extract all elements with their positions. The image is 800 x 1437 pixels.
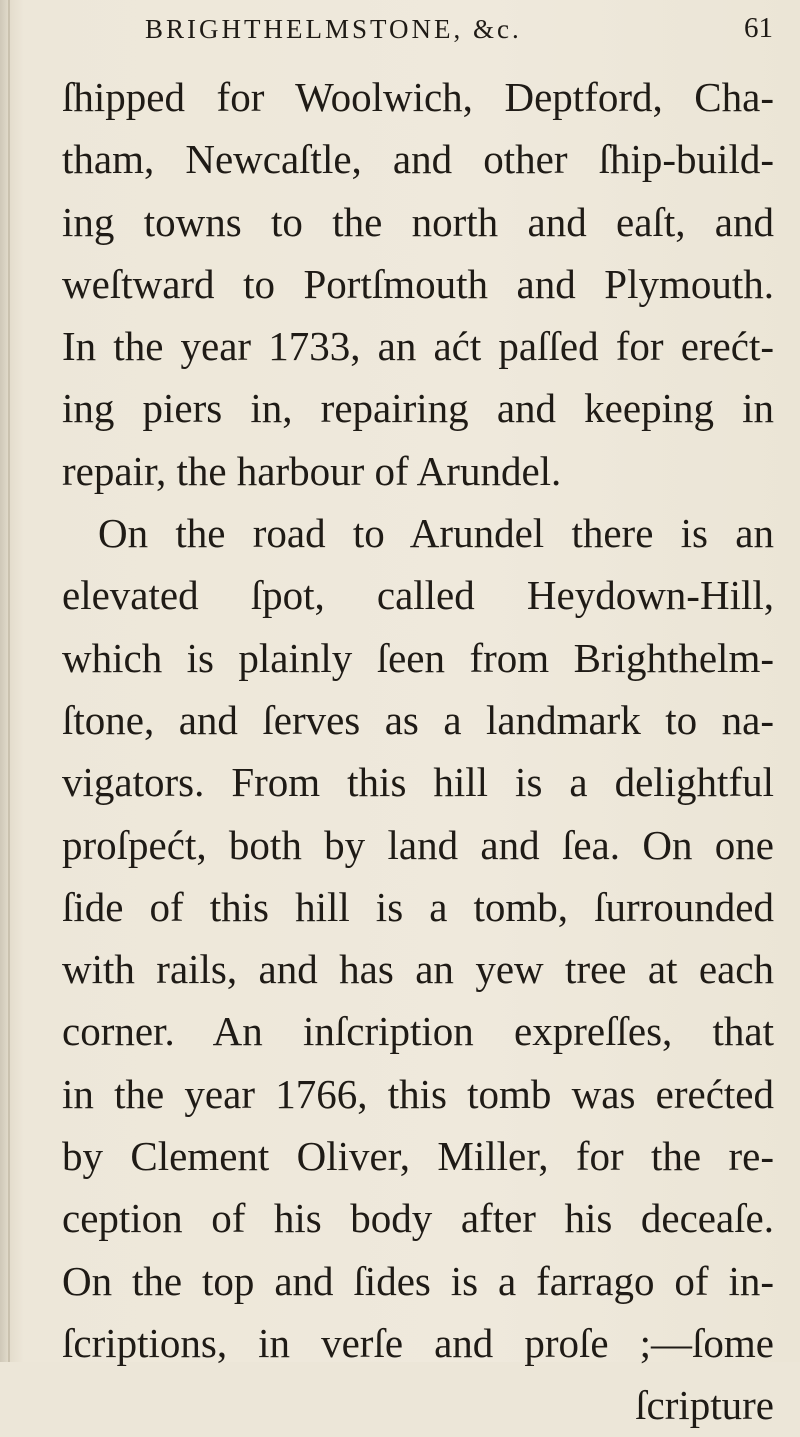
page-gutter: [8, 0, 10, 1362]
catchword: ſcripture: [635, 1382, 774, 1429]
text-line: ſide of this hill is a tomb, ſurrounded: [62, 883, 774, 930]
text-line: repair, the harbour of Arundel.: [62, 447, 562, 494]
text-line: elevated ſpot, called Heydown-Hill,: [62, 572, 774, 619]
text-line: ception of his body after his deceaſe.: [62, 1195, 774, 1242]
text-line: corner. An inſcription expreſſes, that: [62, 1008, 774, 1055]
text-line: in the year 1766, this tomb was erećted: [62, 1070, 774, 1117]
text-line: ing piers in, repairing and keeping in: [62, 385, 774, 432]
text-line: ſhipped for Woolwich, Deptford, Cha-: [62, 74, 774, 120]
text-line: ing towns to the north and eaſt, and: [62, 198, 774, 245]
text-line: proſpećt, both by land and ſea. On one: [62, 821, 774, 868]
text-line: tham, Newcaſtle, and other ſhip-build-: [62, 136, 774, 183]
body-text: [62, 66, 774, 1437]
text-line: On the top and ſides is a farrago of in-: [62, 1257, 774, 1304]
text-line: which is plainly ſeen from Brighthelm-: [62, 634, 774, 681]
paragraph-start-line: On the road to Arundel there is an: [98, 510, 774, 557]
text-line: In the year 1733, an aćt paſſed for erećt-: [62, 323, 774, 370]
text-line: vigators. From this hill is a delightful: [62, 759, 774, 806]
text-line: with rails, and has an yew tree at each: [62, 946, 774, 993]
text-line: ſtone, and ſerves as a landmark to na-: [62, 696, 774, 743]
text-line: ſcriptions, in verſe and proſe ;—ſome: [62, 1319, 774, 1366]
page-number: 61: [744, 12, 773, 44]
text-line: by Clement Oliver, Miller, for the re-: [62, 1133, 774, 1180]
running-head-title: BRIGHTHELMSTONE, &c.: [145, 14, 522, 44]
text-line: weſtward to Portſmouth and Plymouth.: [62, 260, 774, 307]
